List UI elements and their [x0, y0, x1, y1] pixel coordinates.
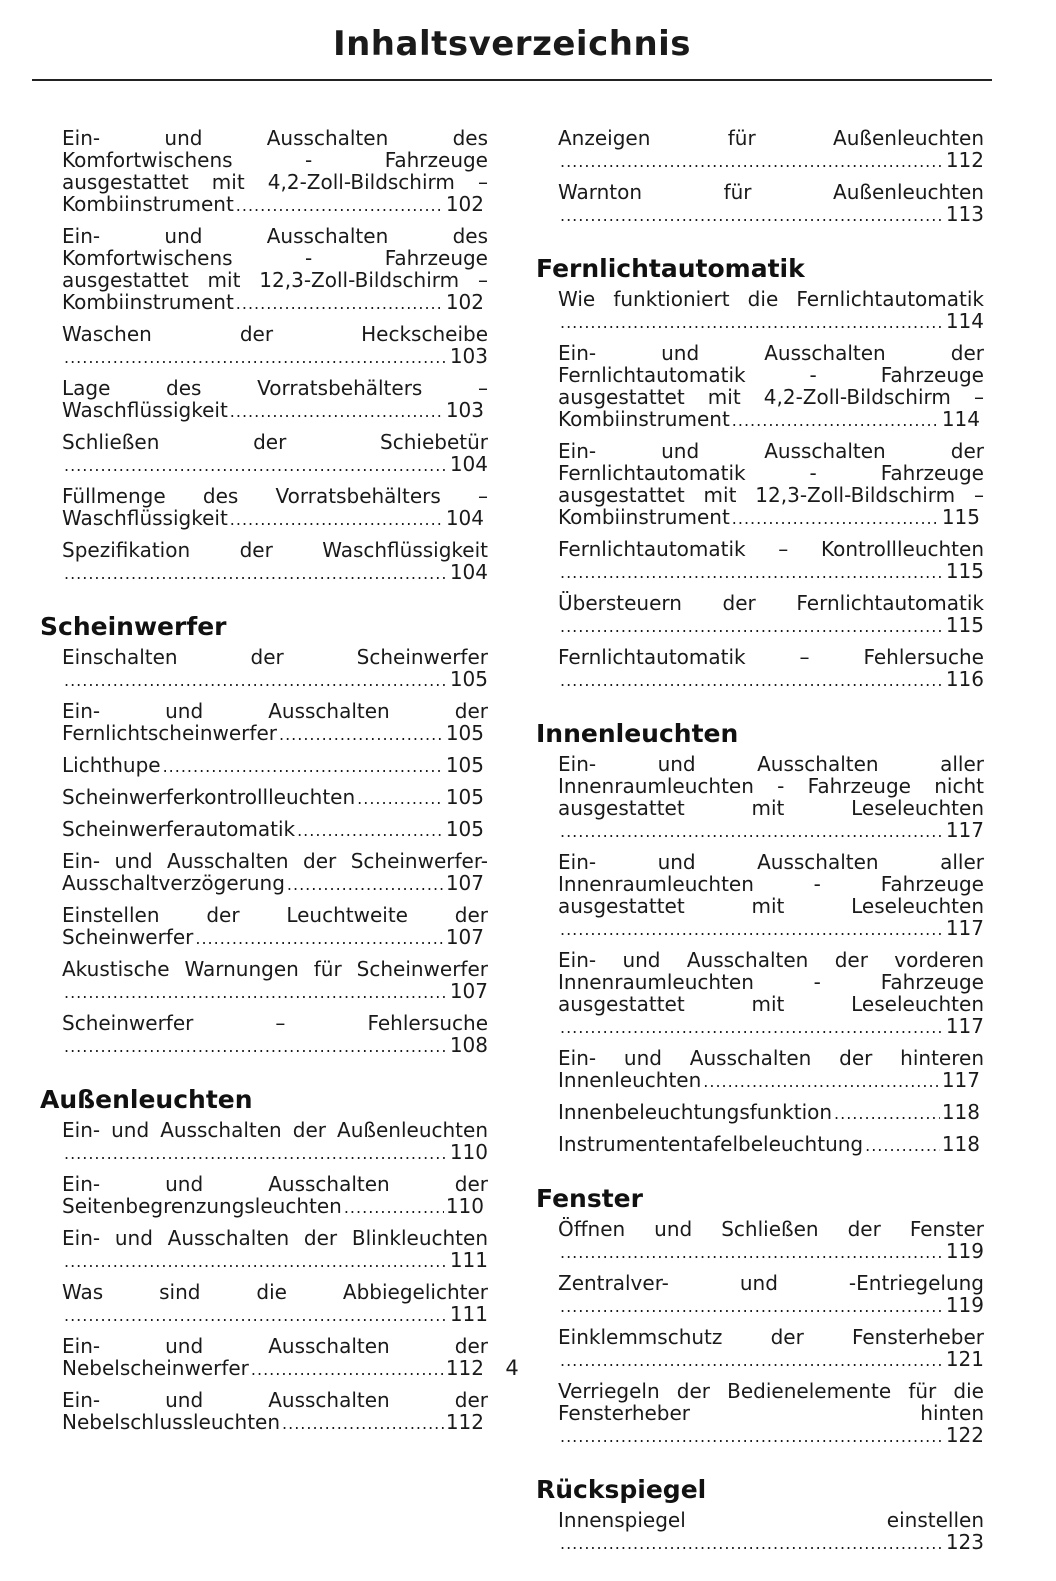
- dot-leader: [865, 1135, 940, 1157]
- dot-leader: [560, 312, 944, 334]
- toc-entry-title: Verriegeln der Bedienelemente für die Fensterheber hinten: [558, 1379, 991, 1425]
- toc-entry-page: 117: [941, 1068, 980, 1092]
- toc-entry[interactable]: [40, 646, 488, 692]
- toc-entry-page: 111: [449, 1302, 488, 1326]
- toc-entry-title: Ein- und Ausschalten der Seitenbegrenzungsleuchten: [62, 1172, 495, 1218]
- toc-entry-page: 112: [945, 148, 984, 172]
- toc-entry[interactable]: [536, 439, 991, 530]
- toc-section: [40, 1084, 495, 1435]
- toc-entry-page: 121: [945, 1347, 984, 1371]
- toc-entry-title: Zentralver- und -Entriegelung: [558, 1271, 984, 1295]
- toc-entry-page: 118: [941, 1132, 980, 1156]
- toc-entry-page: 122: [945, 1423, 984, 1447]
- toc-entry-page: 114: [945, 309, 984, 333]
- toc-entry[interactable]: [40, 1172, 495, 1219]
- toc-entry-title: Lichthupe: [62, 753, 161, 777]
- section-heading: Scheinwerfer: [40, 612, 227, 641]
- toc-entry[interactable]: [536, 646, 984, 692]
- toc-entry[interactable]: [40, 431, 488, 477]
- toc-entry-page: 115: [941, 505, 980, 529]
- dot-leader: [357, 788, 444, 810]
- section-heading: Fenster: [536, 1184, 643, 1213]
- toc-entry-title: Waschen der Heckscheibe: [62, 322, 488, 346]
- toc-entry-page: 119: [945, 1239, 984, 1263]
- toc-entry-title: Was sind die Abbiegelichter: [62, 1280, 488, 1304]
- toc-entry-page: 115: [945, 559, 984, 583]
- dot-leader: [560, 1533, 944, 1555]
- dot-leader: [64, 1251, 448, 1273]
- dot-leader: [64, 1143, 448, 1165]
- toc-entry-page: 117: [945, 818, 984, 842]
- page-title: Inhaltsverzeichnis: [332, 24, 692, 64]
- toc-section: [40, 611, 495, 1058]
- toc-entry[interactable]: [40, 1012, 488, 1058]
- toc-entry-title: Innenbeleuchtungsfunktion: [558, 1100, 833, 1124]
- toc-entry[interactable]: [536, 341, 991, 432]
- dot-leader: [560, 151, 944, 173]
- toc-entry-page: 112: [445, 1410, 484, 1434]
- dot-leader: [230, 401, 444, 423]
- toc-entry-title: Fernlichtautomatik – Fehlersuche: [558, 645, 984, 669]
- toc-entry[interactable]: [40, 539, 488, 585]
- toc-entry-page: 105: [445, 753, 484, 777]
- toc-entry-page: 123: [945, 1530, 984, 1554]
- dot-leader: [195, 928, 443, 950]
- toc-entry-page: 105: [449, 667, 488, 691]
- dot-leader: [163, 756, 444, 778]
- toc-entry[interactable]: [40, 958, 488, 1004]
- toc-entry-page: 104: [445, 506, 484, 530]
- dot-leader: [64, 1036, 448, 1058]
- toc-entry[interactable]: [40, 786, 488, 810]
- toc-entry-page: 103: [449, 344, 488, 368]
- toc-entry-page: 102: [445, 192, 484, 216]
- dot-leader: [236, 293, 444, 315]
- toc-section: [536, 253, 991, 692]
- toc-entry-title: Ein- und Ausschalten der Nebelscheinwerfer: [62, 1334, 495, 1380]
- dot-leader: [560, 670, 944, 692]
- toc-entry-page: 104: [449, 452, 488, 476]
- toc-entry[interactable]: [40, 126, 495, 217]
- toc-entry[interactable]: [536, 127, 984, 173]
- toc-entry-page: 105: [445, 817, 484, 841]
- toc-entry-title: Ein- und Ausschalten der Fernlichtautomatik - Fahrzeuge ausgestattet mit 4,2-Zoll-Bildschirm – Kombiinstrument: [558, 341, 991, 431]
- toc-entry[interactable]: [536, 752, 991, 843]
- toc-entry[interactable]: [536, 1218, 984, 1264]
- toc-entry-page: 107: [445, 871, 484, 895]
- toc-entry-title: Ein- und Ausschalten des Komfortwischens - Fahrzeuge ausgestattet mit 12,3-Zoll-Bildschirm – Kombiinstrument: [62, 224, 495, 314]
- toc-entry-title: Übersteuern der Fernlichtautomatik: [558, 591, 984, 615]
- toc-entry-page: 110: [445, 1194, 484, 1218]
- toc-entry-title: Lage des Vorratsbehälters – Waschflüssigkeit: [62, 376, 495, 422]
- toc-entry[interactable]: [536, 1101, 984, 1125]
- toc-entry-page: 118: [941, 1100, 980, 1124]
- toc-entry-title: Ein- und Ausschalten aller Innenraumleuchten - Fahrzeuge ausgestattet mit Leseleuchten: [558, 850, 991, 918]
- toc-entry-page: 112: [445, 1356, 484, 1380]
- dot-leader: [230, 509, 444, 531]
- toc-entry-title: Einstellen der Leuchtweite der Scheinwerfer: [62, 903, 495, 949]
- toc-section: [536, 1183, 991, 1448]
- dot-leader: [560, 562, 944, 584]
- toc-entry[interactable]: [40, 323, 488, 369]
- toc-entry[interactable]: [40, 850, 488, 896]
- dot-leader: [64, 670, 448, 692]
- toc-entry[interactable]: [40, 376, 495, 423]
- dot-leader: [282, 1413, 444, 1435]
- dot-leader: [560, 919, 944, 941]
- toc-entry-title: Spezifikation der Waschflüssigkeit: [62, 538, 488, 562]
- toc-entry-title: Ein- und Ausschalten der Außenleuchten: [62, 1118, 488, 1142]
- toc-entry[interactable]: [40, 1227, 488, 1273]
- toc-entry[interactable]: [40, 818, 488, 842]
- dot-leader: [732, 508, 940, 530]
- dot-leader: [236, 195, 444, 217]
- dot-leader: [732, 410, 940, 432]
- dot-leader: [64, 982, 448, 1004]
- toc-entry-title: Innenspiegel einstellen: [558, 1508, 984, 1532]
- title-divider: [32, 79, 992, 81]
- toc-section: [536, 1474, 984, 1555]
- page-number: 4: [505, 1356, 519, 1380]
- toc-entry-page: 116: [945, 667, 984, 691]
- toc-section: [536, 718, 991, 1157]
- toc-entry-title: Schließen der Schiebetür: [62, 430, 488, 454]
- toc-entry-title: Ein- und Ausschalten der Fernlichtautomatik - Fahrzeuge ausgestattet mit 12,3-Zoll-Bildschirm – Kombiinstrument: [558, 439, 991, 529]
- section-heading: Innenleuchten: [536, 719, 739, 748]
- toc-entry[interactable]: [536, 288, 984, 334]
- toc-entry-page: 111: [449, 1248, 488, 1272]
- toc-entry-title: Ein- und Ausschalten der Fernlichtscheinwerfer: [62, 699, 495, 745]
- toc-entry-title: Ein- und Ausschalten der Blinkleuchten: [62, 1226, 488, 1250]
- dot-leader: [64, 563, 448, 585]
- toc-entry[interactable]: [40, 1388, 495, 1435]
- toc-section: [40, 126, 495, 585]
- toc-entry-page: 115: [945, 613, 984, 637]
- dot-leader: [297, 820, 444, 842]
- toc-entry[interactable]: [536, 1133, 984, 1157]
- toc-section: [536, 127, 984, 227]
- dot-leader: [834, 1103, 940, 1125]
- dot-leader: [703, 1071, 940, 1093]
- toc-entry[interactable]: [536, 1509, 984, 1555]
- toc-entry-page: 103: [445, 398, 484, 422]
- toc-entry[interactable]: [40, 1119, 488, 1165]
- section-heading: Fernlichtautomatik: [536, 254, 805, 283]
- toc-entry-title: Einschalten der Scheinwerfer: [62, 645, 488, 669]
- toc-entry[interactable]: [40, 754, 488, 778]
- toc-entry-title: Warnton für Außenleuchten: [558, 180, 984, 204]
- toc-entry-page: 104: [449, 560, 488, 584]
- toc-entry[interactable]: [40, 484, 495, 531]
- toc-entry-title: Ein- und Ausschalten des Komfortwischens - Fahrzeuge ausgestattet mit 4,2-Zoll-Bildschirm – Kombiinstrument: [62, 126, 495, 216]
- toc-entry[interactable]: [536, 1379, 991, 1448]
- toc-entry-page: 102: [445, 290, 484, 314]
- toc-entry-title: Instrumententafelbeleuchtung: [558, 1132, 864, 1156]
- dot-leader: [287, 874, 444, 896]
- toc-entry-title: Ein- und Ausschalten der vorderen Innenraumleuchten - Fahrzeuge ausgestattet mit Leseleuchten: [558, 948, 991, 1016]
- toc-entry-title: Öffnen und Schließen der Fenster: [558, 1217, 984, 1241]
- toc-entry-title: Scheinwerferautomatik: [62, 817, 296, 841]
- toc-entry[interactable]: [40, 224, 495, 315]
- toc-left-column: [40, 126, 495, 1461]
- toc-entry[interactable]: [536, 1272, 984, 1318]
- toc-entry-title: Ein- und Ausschalten der Nebelschlussleuchten: [62, 1388, 495, 1434]
- dot-leader: [560, 1426, 944, 1448]
- toc-entry-page: 105: [445, 721, 484, 745]
- toc-entry-page: 117: [945, 916, 984, 940]
- toc-entry[interactable]: [536, 948, 991, 1039]
- toc-entry[interactable]: [40, 1281, 488, 1327]
- toc-entry[interactable]: [536, 850, 991, 941]
- toc-entry-title: Füllmenge des Vorratsbehälters – Waschflüssigkeit: [62, 484, 495, 530]
- toc-entry-page: 105: [445, 785, 484, 809]
- dot-leader: [560, 821, 944, 843]
- toc-entry-title: Ein- und Ausschalten der hinteren Innenleuchten: [558, 1046, 991, 1092]
- toc-entry-title: Akustische Warnungen für Scheinwerfer: [62, 957, 488, 981]
- toc-entry-title: Ein- und Ausschalten aller Innenraumleuchten - Fahrzeuge nicht ausgestattet mit Leseleuchten: [558, 752, 991, 820]
- toc-entry-title: Ein- und Ausschalten der Scheinwerfer-Ausschaltverzögerung: [62, 849, 488, 895]
- toc-entry-title: Scheinwerferkontrollleuchten: [62, 785, 356, 809]
- toc-entry[interactable]: [40, 699, 495, 746]
- section-heading: Außenleuchten: [40, 1085, 253, 1114]
- dot-leader: [64, 455, 448, 477]
- toc-entry[interactable]: [536, 592, 984, 638]
- toc-entry-page: 117: [945, 1014, 984, 1038]
- toc-entry[interactable]: [536, 1046, 991, 1093]
- toc-entry-page: 108: [449, 1033, 488, 1057]
- dot-leader: [279, 724, 444, 746]
- dot-leader: [64, 1305, 448, 1327]
- toc-entry-title: Einklemmschutz der Fensterheber: [558, 1325, 984, 1349]
- toc-entry-page: 107: [449, 979, 488, 1003]
- toc-entry[interactable]: [536, 181, 984, 227]
- toc-entry-page: 107: [445, 925, 484, 949]
- dot-leader: [560, 616, 944, 638]
- dot-leader: [64, 347, 448, 369]
- toc-entry-page: 119: [945, 1293, 984, 1317]
- dot-leader: [560, 1242, 944, 1264]
- dot-leader: [560, 1296, 944, 1318]
- toc-entry[interactable]: [40, 903, 495, 950]
- toc-entry-title: Scheinwerfer – Fehlersuche: [62, 1011, 488, 1035]
- dot-leader: [560, 1017, 944, 1039]
- toc-entry-page: 110: [449, 1140, 488, 1164]
- toc-entry[interactable]: [536, 538, 984, 584]
- toc-entry-title: Fernlichtautomatik – Kontrollleuchten: [558, 537, 984, 561]
- dot-leader: [560, 205, 944, 227]
- section-heading: Rückspiegel: [536, 1475, 707, 1504]
- toc-entry-title: Anzeigen für Außenleuchten: [558, 126, 984, 150]
- dot-leader: [344, 1197, 444, 1219]
- toc-entry-title: Wie funktioniert die Fernlichtautomatik: [558, 287, 984, 311]
- toc-entry-page: 113: [945, 202, 984, 226]
- toc-entry-page: 114: [941, 407, 980, 431]
